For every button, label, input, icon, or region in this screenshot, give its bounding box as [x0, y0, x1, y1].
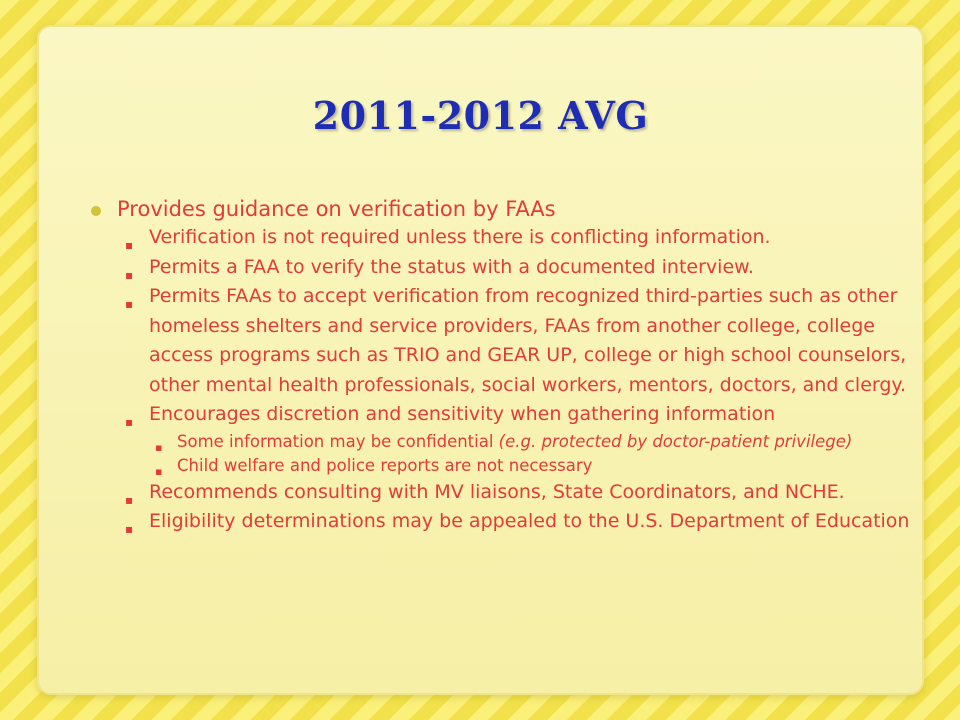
square-bullet-icon: ▪: [155, 440, 163, 454]
square-bullet-icon: ▪: [125, 522, 134, 536]
slide-title: 2011-2012 AVG: [312, 93, 649, 138]
round-bullet-icon: [91, 206, 101, 216]
bullet-level2: [91, 253, 941, 283]
bullet-text: Recommends consulting with MV liaisons, State Coordinators, and NCHE.: [149, 480, 845, 503]
bullet-level2: [91, 507, 941, 537]
slide: [37, 25, 924, 695]
square-bullet-icon: ▪: [125, 415, 134, 429]
bullet-list: [91, 195, 941, 537]
bullet-text: Eligibility determinations may be appealed to the U.S. Department of Education: [149, 510, 910, 532]
square-bullet-icon: ▪: [125, 492, 134, 507]
bullet-text: Child welfare and police reports are not necessary: [177, 455, 593, 475]
bullet-text-italic: (e.g. protected by doctor-patient privilege): [498, 431, 853, 451]
bullet-text: Encourages discretion and sensitivity when gathering information: [149, 403, 776, 425]
bullet-level1: [91, 195, 941, 223]
bullet-level3: [91, 430, 941, 454]
square-bullet-icon: ▪: [155, 464, 163, 478]
bullet-text: Provides guidance on verification by FAAs: [117, 197, 556, 221]
bullet-level2: [91, 400, 941, 430]
square-bullet-icon: ▪: [125, 267, 134, 282]
bullet-level2: [91, 282, 941, 400]
bullet-text: Permits FAAs to accept verification from recognized third-parties such as other homeless shelters and service providers, FAAs from another college, college access programs such as TRIO and GEAR UP, college or high school counselors, other mental health professionals, social workers, mentors, doctors, and clergy.: [149, 285, 907, 396]
square-bullet-icon: ▪: [125, 238, 134, 252]
bullet-text: Some information may be confidential: [177, 431, 499, 451]
bullet-text: Verification is not required unless there is conflicting information.: [149, 226, 771, 248]
bullet-text: Permits a FAA to verify the status with a documented interview.: [149, 255, 754, 278]
bullet-level3: [91, 454, 941, 478]
bullet-level2: [91, 478, 941, 508]
square-bullet-icon: ▪: [125, 297, 134, 311]
bullet-level2: [91, 223, 941, 253]
